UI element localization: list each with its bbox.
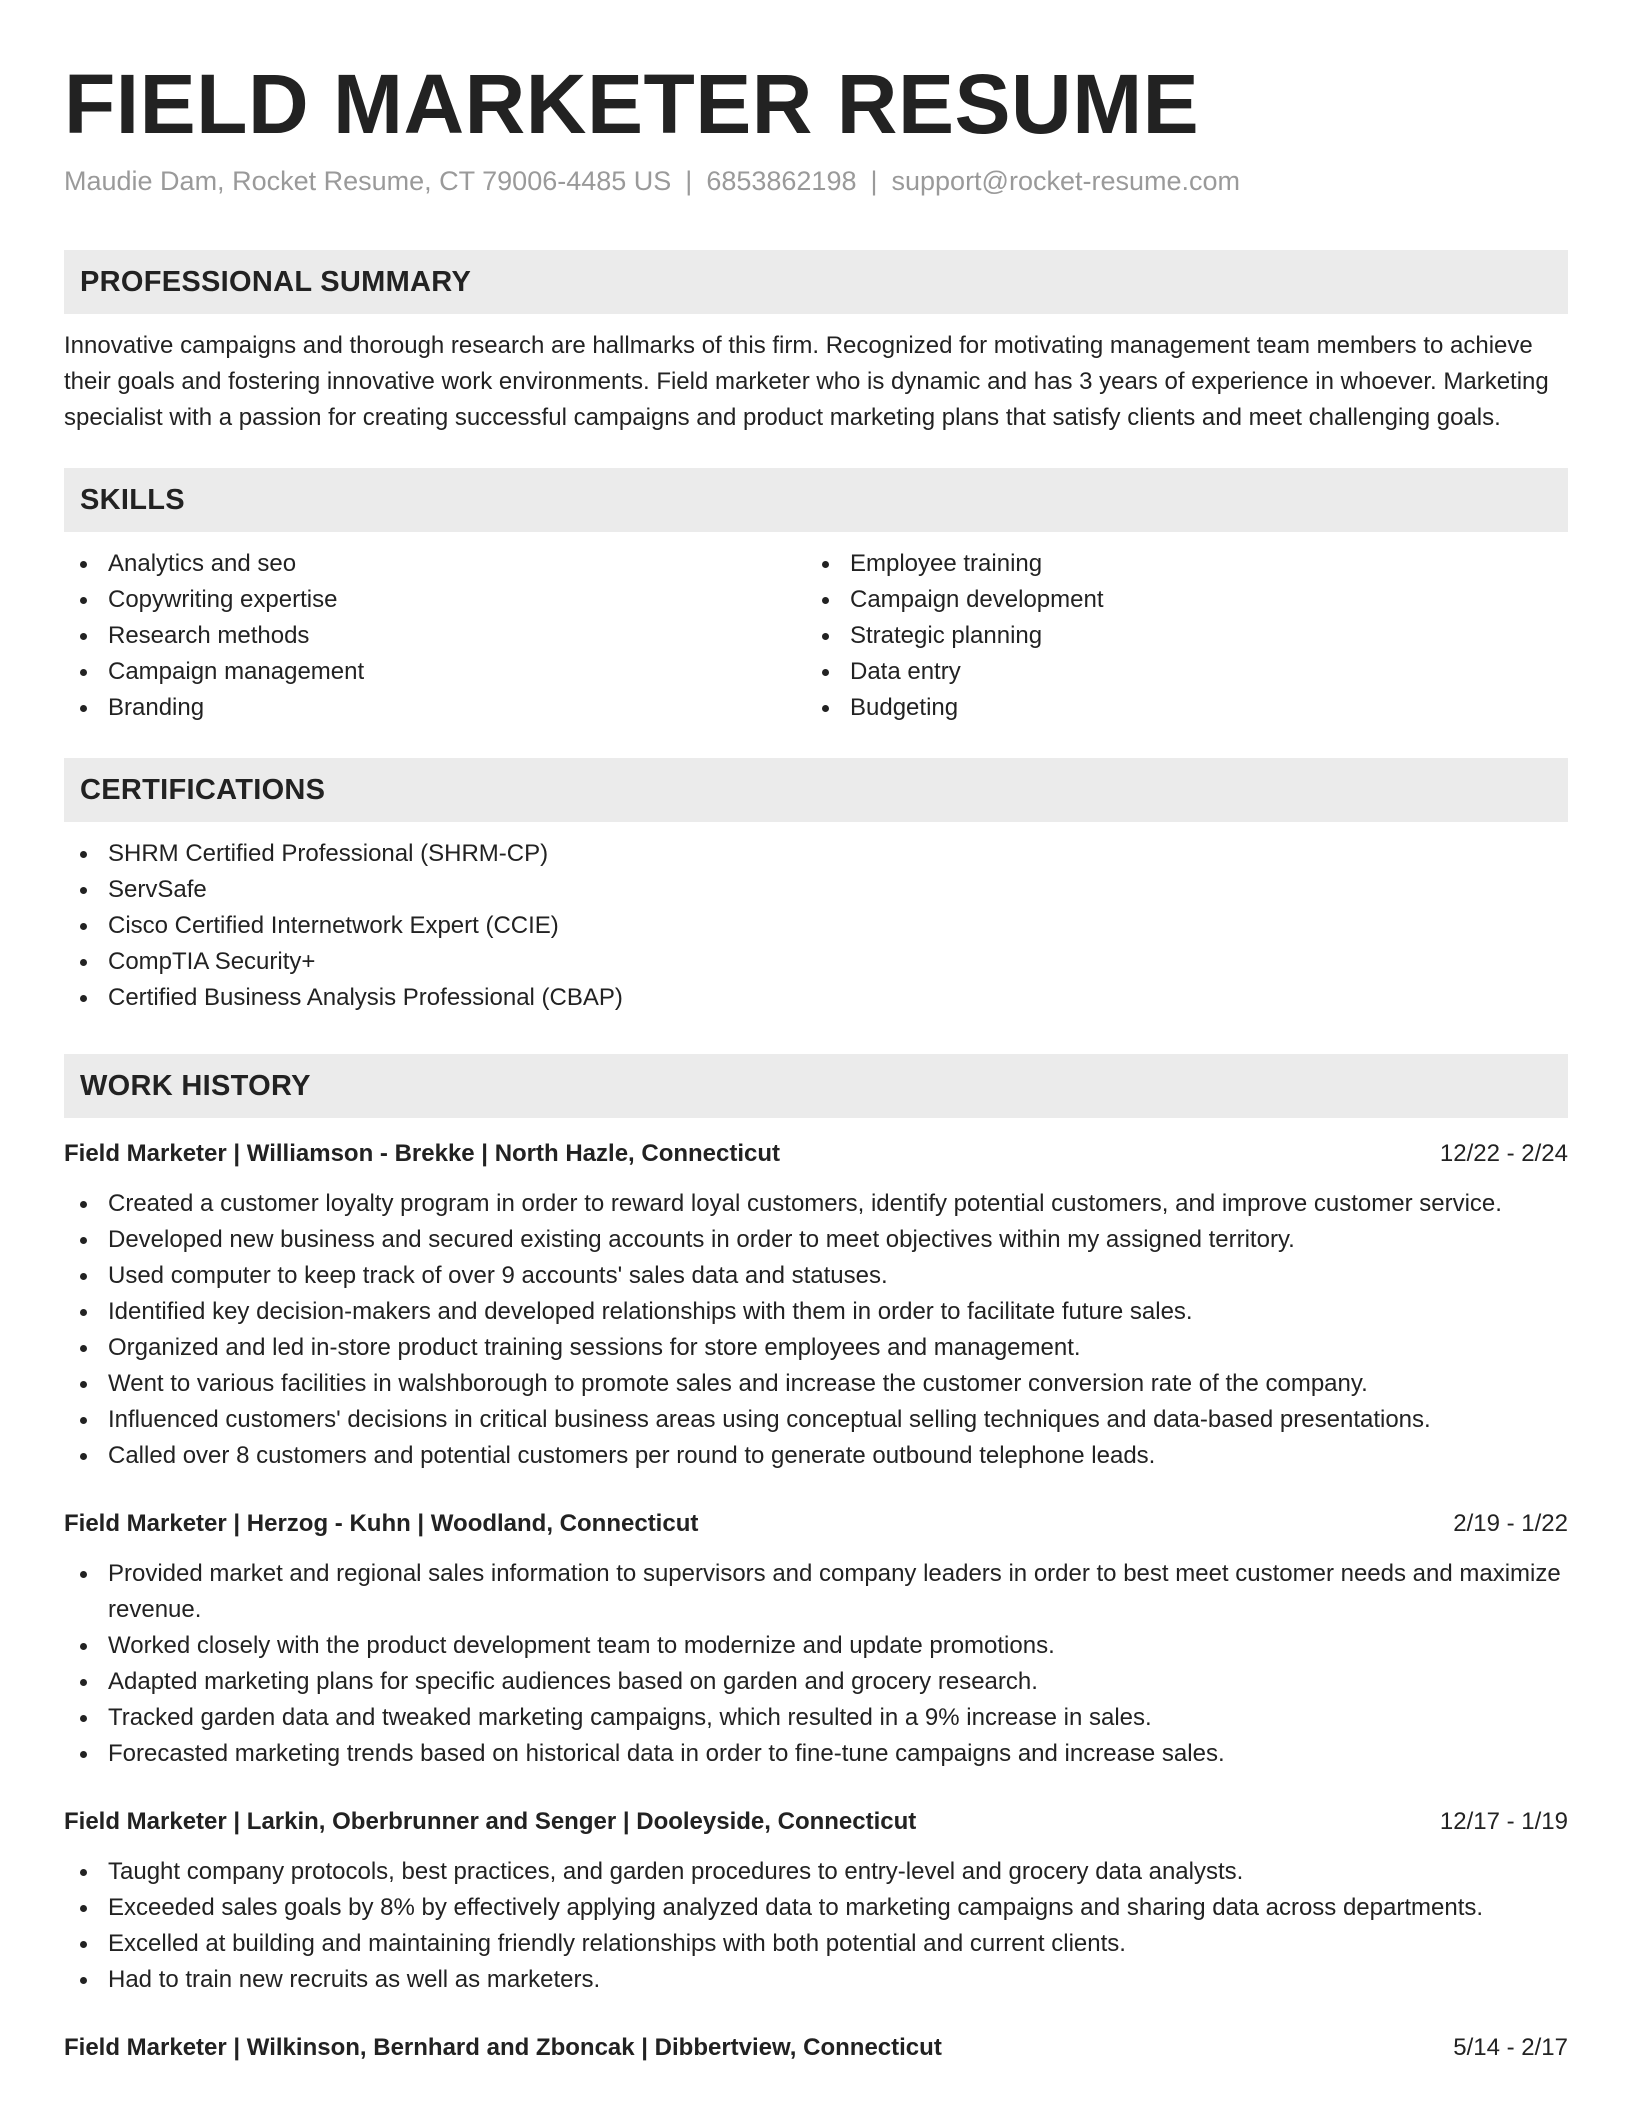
skills-heading-bar bbox=[64, 468, 1568, 532]
certification-item: Certified Business Analysis Professional (CBAP) bbox=[64, 980, 1568, 1016]
job-bullet: Tracked garden data and tweaked marketing campaigns, which resulted in a 9% increase in sales. bbox=[64, 1700, 1568, 1736]
contact-email: support@rocket-resume.com bbox=[891, 166, 1241, 196]
job-bullet: Created a customer loyalty program in order to reward loyal customers, identify potential customers, and improve customer service. bbox=[64, 1186, 1568, 1222]
job-entry bbox=[64, 1506, 1568, 1772]
job-bullets bbox=[64, 1854, 1568, 1998]
job-title: Field Marketer | Williamson - Brekke | North Hazle, Connecticut bbox=[64, 1140, 781, 1167]
contact-line bbox=[64, 164, 1568, 198]
skills-column-right bbox=[806, 546, 1548, 726]
certification-item: SHRM Certified Professional (SHRM-CP) bbox=[64, 836, 1568, 872]
job-entry bbox=[64, 1136, 1568, 1474]
skill-item: Campaign development bbox=[806, 582, 1548, 618]
job-title: Field Marketer | Wilkinson, Bernhard and Zboncak | Dibbertview, Connecticut bbox=[64, 2034, 942, 2061]
skill-item: Employee training bbox=[806, 546, 1548, 582]
certification-item: Cisco Certified Internetwork Expert (CCIE) bbox=[64, 908, 1568, 944]
skills-heading: SKILLS bbox=[80, 483, 185, 516]
job-bullet: Had to train new recruits as well as marketers. bbox=[64, 1962, 1568, 1998]
job-bullet: Influenced customers' decisions in critical business areas using conceptual selling techniques and data-based presentations. bbox=[64, 1402, 1568, 1438]
job-bullet: Organized and led in-store product training sessions for store employees and management. bbox=[64, 1330, 1568, 1366]
skills-list bbox=[64, 546, 1568, 726]
job-bullets bbox=[64, 1556, 1568, 1772]
contact-separator: | bbox=[685, 166, 693, 196]
job-bullet: Provided market and regional sales information to supervisors and company leaders in order to best meet customer needs and maximize revenue. bbox=[64, 1556, 1568, 1628]
job-bullet: Identified key decision-makers and developed relationships with them in order to facilitate future sales. bbox=[64, 1294, 1568, 1330]
job-dates: 12/17 - 1/19 bbox=[1439, 1808, 1568, 1835]
job-title: Field Marketer | Herzog - Kuhn | Woodland, Connecticut bbox=[64, 1510, 699, 1537]
certifications-heading-bar bbox=[64, 758, 1568, 822]
job-title: Field Marketer | Larkin, Oberbrunner and Senger | Dooleyside, Connecticut bbox=[64, 1808, 917, 1835]
skill-item: Copywriting expertise bbox=[64, 582, 806, 618]
contact-separator: | bbox=[870, 166, 878, 196]
work-history-heading-bar bbox=[64, 1054, 1568, 1118]
job-bullet: Taught company protocols, best practices, and garden procedures to entry-level and grocery data analysts. bbox=[64, 1854, 1568, 1890]
job-header bbox=[64, 1506, 1568, 1542]
job-header bbox=[64, 1136, 1568, 1172]
skill-item: Budgeting bbox=[806, 690, 1548, 726]
job-dates: 2/19 - 1/22 bbox=[1453, 1510, 1568, 1537]
skill-item: Research methods bbox=[64, 618, 806, 654]
resume-title: FIELD MARKETER RESUME bbox=[64, 57, 1200, 151]
skill-item: Branding bbox=[64, 690, 806, 726]
job-dates: 12/22 - 2/24 bbox=[1439, 1140, 1568, 1167]
skill-item: Strategic planning bbox=[806, 618, 1548, 654]
certifications-list bbox=[64, 836, 1568, 1016]
certifications-heading: CERTIFICATIONS bbox=[80, 773, 326, 806]
summary-heading-bar bbox=[64, 250, 1568, 314]
job-bullet: Called over 8 customers and potential customers per round to generate outbound telephone leads. bbox=[64, 1438, 1568, 1474]
skill-item: Campaign management bbox=[64, 654, 806, 690]
work-history-heading: WORK HISTORY bbox=[80, 1069, 311, 1102]
certification-item: CompTIA Security+ bbox=[64, 944, 1568, 980]
job-bullet: Used computer to keep track of over 9 accounts' sales data and statuses. bbox=[64, 1258, 1568, 1294]
job-bullet: Forecasted marketing trends based on historical data in order to fine-tune campaigns and increase sales. bbox=[64, 1736, 1568, 1772]
job-bullet: Exceeded sales goals by 8% by effectively applying analyzed data to marketing campaigns and sharing data across departments. bbox=[64, 1890, 1568, 1926]
job-bullet: Excelled at building and maintaining friendly relationships with both potential and current clients. bbox=[64, 1926, 1568, 1962]
certification-item: ServSafe bbox=[64, 872, 1568, 908]
skill-item: Analytics and seo bbox=[64, 546, 806, 582]
contact-phone: 6853862198 bbox=[706, 166, 857, 196]
job-dates: 5/14 - 2/17 bbox=[1453, 2034, 1568, 2061]
job-bullet: Adapted marketing plans for specific audiences based on garden and grocery research. bbox=[64, 1664, 1568, 1700]
job-bullet: Went to various facilities in walshborough to promote sales and increase the customer conversion rate of the company. bbox=[64, 1366, 1568, 1402]
summary-text: Innovative campaigns and thorough research are hallmarks of this firm. Recognized for motivating management team members to achieve their goals and fostering innovative work environments. Field marketer who is dynamic and has 3 years of experience in whoever. Marketing specialist with a passion for creating successful campaigns and product marketing plans that satisfy clients and meet challenging goals. bbox=[64, 332, 1549, 431]
summary-heading: PROFESSIONAL SUMMARY bbox=[80, 265, 472, 298]
contact-address: Maudie Dam, Rocket Resume, CT 79006-4485 US bbox=[64, 166, 672, 196]
skills-column-left bbox=[64, 546, 806, 726]
job-entry bbox=[64, 1804, 1568, 1998]
job-header bbox=[64, 2030, 1568, 2066]
job-bullet: Developed new business and secured existing accounts in order to meet objectives within my assigned territory. bbox=[64, 1222, 1568, 1258]
skill-item: Data entry bbox=[806, 654, 1548, 690]
job-header bbox=[64, 1804, 1568, 1840]
job-bullet: Worked closely with the product development team to modernize and update promotions. bbox=[64, 1628, 1568, 1664]
job-entry bbox=[64, 2030, 1568, 2066]
job-bullets bbox=[64, 1186, 1568, 1474]
